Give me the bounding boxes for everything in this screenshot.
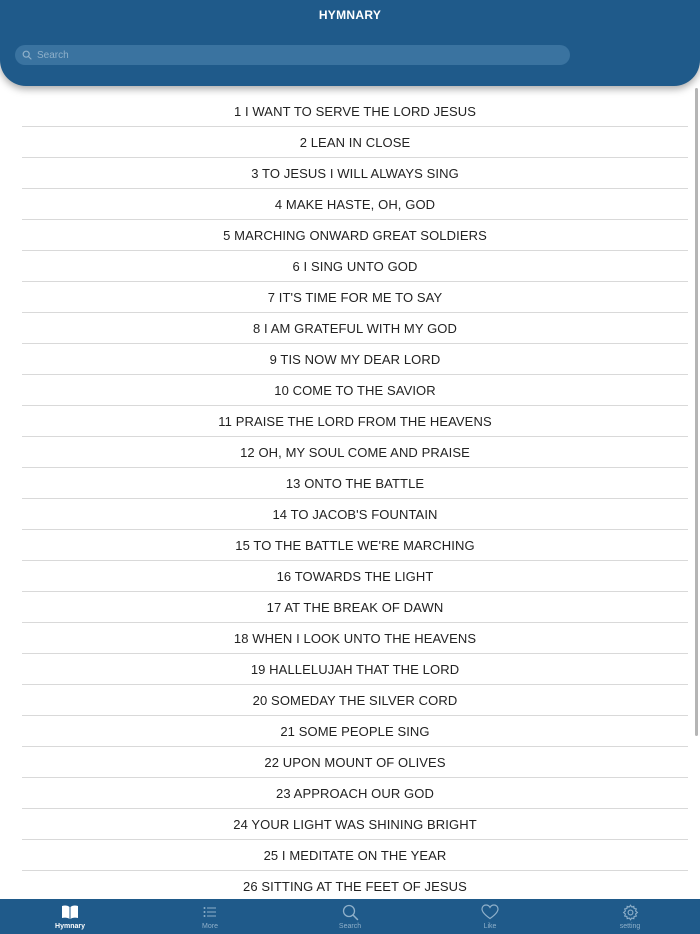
- hymn-list-item[interactable]: 11 PRAISE THE LORD FROM THE HEAVENS: [22, 406, 688, 437]
- tab-like[interactable]: [420, 899, 560, 934]
- hymn-list-item[interactable]: 4 MAKE HASTE, OH, GOD: [22, 189, 688, 220]
- hymn-list-item[interactable]: 2 LEAN IN CLOSE: [22, 127, 688, 158]
- book-icon: [61, 903, 79, 921]
- search-bar[interactable]: [15, 45, 570, 65]
- hymn-list-item[interactable]: 16 TOWARDS THE LIGHT: [22, 561, 688, 592]
- tab-label: setting: [619, 923, 641, 930]
- hymn-list-item[interactable]: 17 AT THE BREAK OF DAWN: [22, 592, 688, 623]
- hymn-list-item[interactable]: 24 YOUR LIGHT WAS SHINING BRIGHT: [22, 809, 688, 840]
- list-icon: [201, 903, 219, 921]
- hymn-list-item[interactable]: 22 UPON MOUNT OF OLIVES: [22, 747, 688, 778]
- hymn-list-item[interactable]: 18 WHEN I LOOK UNTO THE HEAVENS: [22, 623, 688, 654]
- tab-setting[interactable]: [560, 899, 700, 934]
- top-header: [0, 0, 700, 86]
- tab-label: Hymnary: [55, 923, 85, 930]
- tab-label: More: [202, 923, 218, 930]
- hymn-list-item[interactable]: 12 OH, MY SOUL COME AND PRAISE: [22, 437, 688, 468]
- heart-icon: [481, 903, 499, 921]
- hymn-list-item[interactable]: 20 SOMEDAY THE SILVER CORD: [22, 685, 688, 716]
- search-icon: [22, 50, 32, 60]
- hymn-list-item[interactable]: 7 IT'S TIME FOR ME TO SAY: [22, 282, 688, 313]
- tab-label: Search: [338, 923, 362, 930]
- hymn-list-item[interactable]: 6 I SING UNTO GOD: [22, 251, 688, 282]
- hymn-list-item[interactable]: 9 TIS NOW MY DEAR LORD: [22, 344, 688, 375]
- hymn-list-item[interactable]: 3 TO JESUS I WILL ALWAYS SING: [22, 158, 688, 189]
- gear-icon: [621, 903, 639, 921]
- search-icon: [341, 903, 359, 921]
- hymn-list-item[interactable]: 10 COME TO THE SAVIOR: [22, 375, 688, 406]
- hymn-list-item[interactable]: 15 TO THE BATTLE WE'RE MARCHING: [22, 530, 688, 561]
- tab-hymnary[interactable]: [0, 899, 140, 934]
- page-title: HYMNARY: [318, 8, 382, 22]
- hymn-list-item[interactable]: 19 HALLELUJAH THAT THE LORD: [22, 654, 688, 685]
- search-input[interactable]: [37, 50, 557, 61]
- hymn-list-item[interactable]: 1 I WANT TO SERVE THE LORD JESUS: [22, 96, 688, 127]
- scrollbar[interactable]: [695, 88, 698, 736]
- hymn-list-item[interactable]: 25 I MEDITATE ON THE YEAR: [22, 840, 688, 871]
- hymn-list-item[interactable]: 26 SITTING AT THE FEET OF JESUS: [22, 871, 688, 902]
- tab-search[interactable]: [280, 899, 420, 934]
- hymn-list: [22, 96, 688, 902]
- hymn-list-item[interactable]: 23 APPROACH OUR GOD: [22, 778, 688, 809]
- hymn-list-item[interactable]: 13 ONTO THE BATTLE: [22, 468, 688, 499]
- hymn-list-item[interactable]: 8 I AM GRATEFUL WITH MY GOD: [22, 313, 688, 344]
- hymn-list-item[interactable]: 5 MARCHING ONWARD GREAT SOLDIERS: [22, 220, 688, 251]
- hymn-list-item[interactable]: 14 TO JACOB'S FOUNTAIN: [22, 499, 688, 530]
- bottom-tab-bar: [0, 899, 700, 934]
- tab-more[interactable]: [140, 899, 280, 934]
- hymn-list-item[interactable]: 21 SOME PEOPLE SING: [22, 716, 688, 747]
- tab-label: Like: [483, 923, 497, 930]
